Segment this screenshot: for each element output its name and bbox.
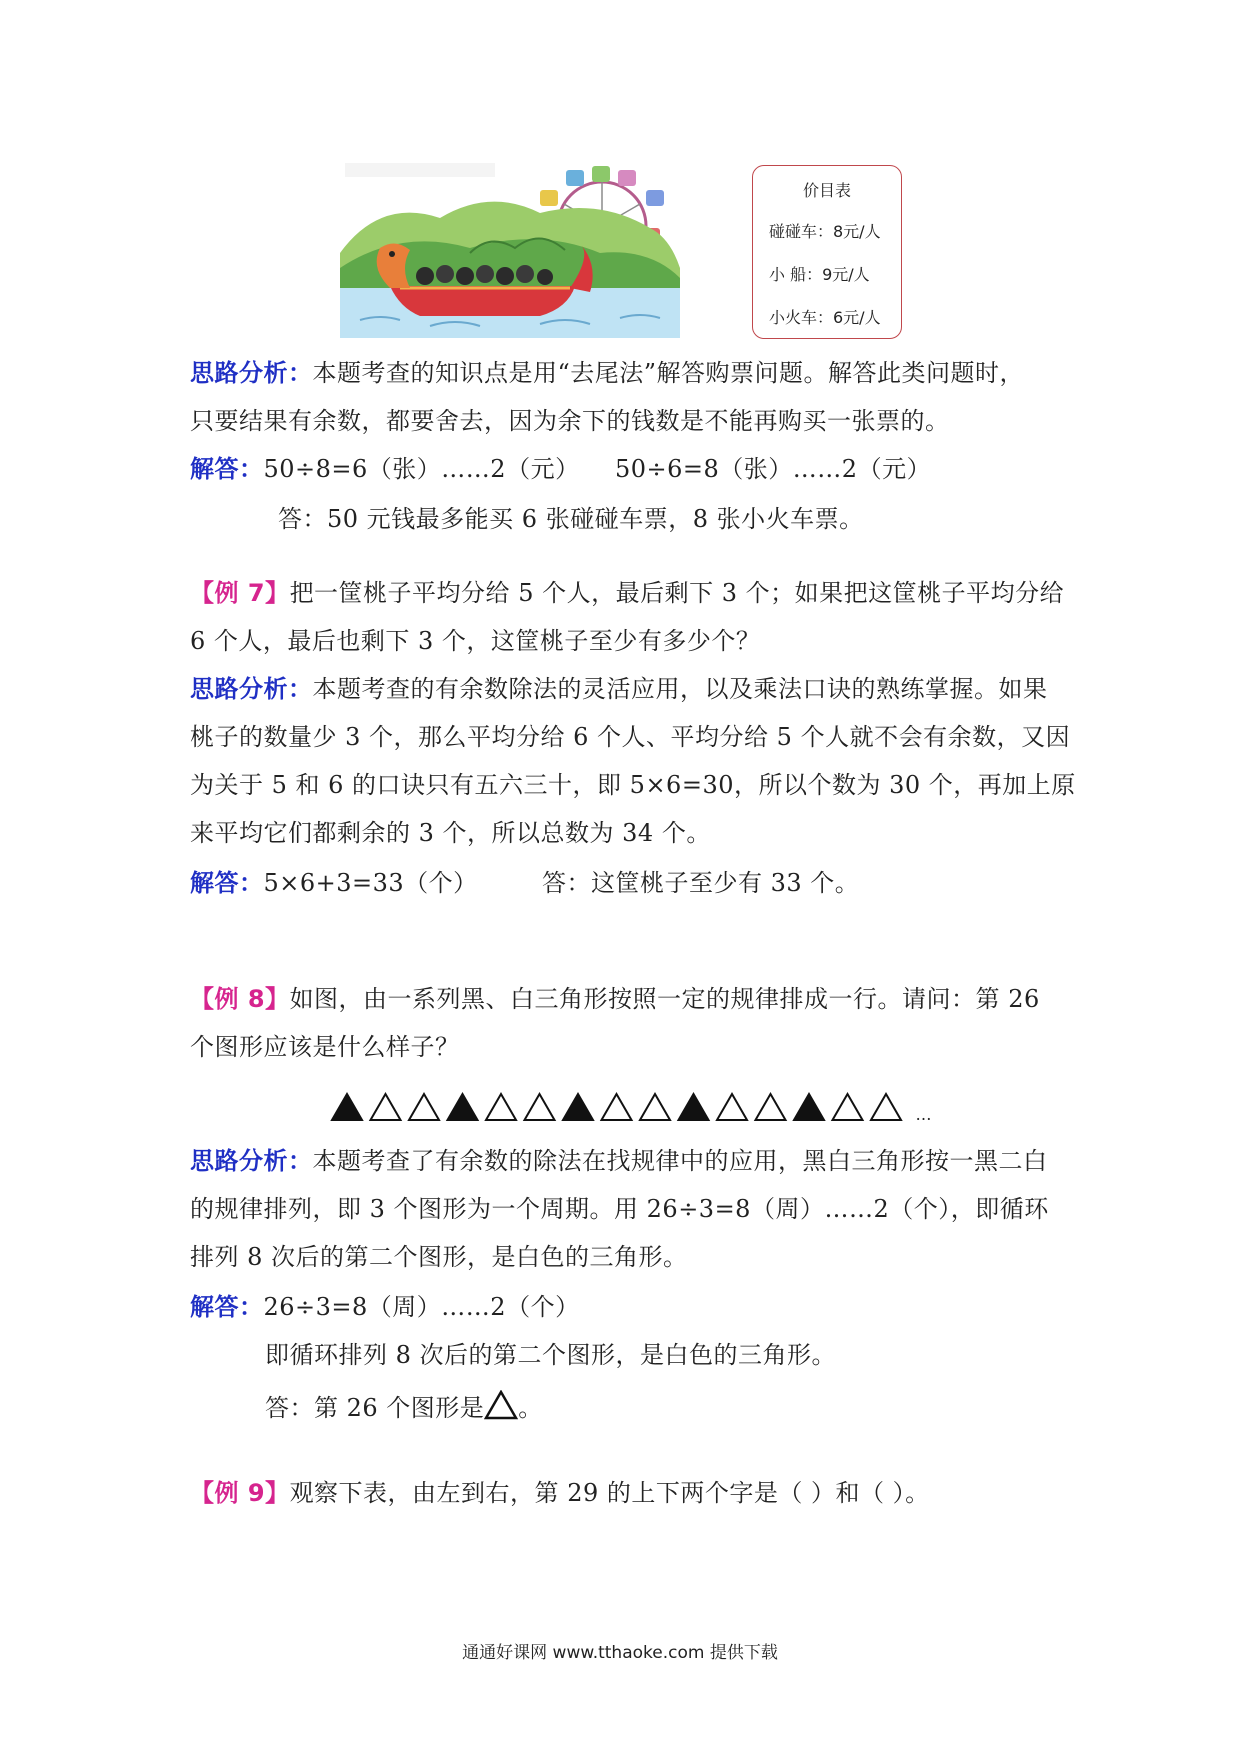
white-triangle-icon (602, 1094, 632, 1120)
ex7-analysis-line-3: 为关于 5 和 6 的口诀只有五六三十，即 5×6=30，所以个数为 30 个，再加上原 (190, 771, 1076, 799)
white-triangle-icon (756, 1094, 786, 1120)
white-triangle-icon (484, 1390, 518, 1420)
ex8-calc: 26÷3=8（周）……2（个） (263, 1293, 580, 1321)
ex7-question-line-1: 【例 7】把一筐桃子平均分给 5 个人，最后剩下 3 个；如果把这筐桃子平均分给 (190, 579, 1065, 607)
price-table (752, 165, 902, 339)
price-row-train: 小火车：6元/人 (769, 308, 881, 327)
ex8-question-line-2: 个图形应该是什么样子？ (190, 1033, 460, 1061)
black-triangle-icon (794, 1094, 824, 1120)
ex7-analysis-line-1: 思路分析：本题考查的有余数除法的灵活应用，以及乘法口诀的熟练掌握。如果 (190, 675, 1048, 703)
ex8-answer-line-2: 即循环排列 8 次后的第二个图形，是白色的三角形。 (265, 1341, 837, 1369)
ex7-tag: 【例 7】 (190, 579, 290, 607)
ex6-calc-1: 50÷8=6（张）……2（元） (263, 455, 580, 483)
ex8-analysis-line-2: 的规律排列，即 3 个图形为一个周期。用 26÷3=8（周）……2（个），即循环 (190, 1195, 1049, 1223)
ex8-final-answer: 答：第 26 个图形是 。 (265, 1390, 1145, 1423)
ex7-analysis-line-2: 桃子的数量少 3 个，那么平均分给 6 个人、平均分给 5 个人就不会有余数，又因 (190, 723, 1071, 751)
ex8-question-line-1: 【例 8】如图，由一系列黑、白三角形按照一定的规律排成一行。请问：第 26 (190, 985, 1040, 1013)
white-triangle-icon (717, 1094, 747, 1120)
ex8-tag: 【例 8】 (190, 985, 290, 1013)
black-triangle-icon (448, 1094, 478, 1120)
ex6-answer-line (190, 454, 1070, 484)
ex8-answer-line (190, 1292, 1070, 1322)
ex7-calc: 5×6+3=33（个） (263, 869, 478, 897)
black-triangle-icon (679, 1094, 709, 1120)
analysis-label: 思路分析： (190, 359, 313, 387)
answer-label: 解答： (190, 455, 264, 483)
price-row-boat: 小 船：9元/人 (769, 265, 870, 284)
white-triangle-icon (525, 1094, 555, 1120)
price-table-title: 价目表 (802, 181, 851, 200)
white-triangle-icon (833, 1094, 863, 1120)
ex7-answer-line (190, 868, 1070, 898)
triangle-sequence (330, 1088, 950, 1128)
ex6-analysis-line-2: 只要结果有余数，都要舍去，因为余下的钱数是不能再购买一张票的。 (190, 407, 950, 435)
ex7-analysis-line-4: 来平均它们都剩余的 3 个，所以总数为 34 个。 (190, 819, 711, 847)
answer-label: 解答： (190, 1293, 264, 1321)
white-triangle-icon (371, 1094, 401, 1120)
ex7-question-line-2: 6 个人，最后也剩下 3 个，这筐桃子至少有多少个？ (190, 627, 761, 655)
analysis-label: 思路分析： (190, 675, 313, 703)
analysis-label: 思路分析： (190, 1147, 313, 1175)
ex7-final-answer: 答：这筐桃子至少有 33 个。 (542, 869, 860, 897)
black-triangle-icon (563, 1094, 593, 1120)
ex6-calc-2: 50÷6=8（张）……2（元） (615, 455, 932, 483)
white-triangle-icon (486, 1094, 516, 1120)
answer-label: 解答： (190, 869, 264, 897)
ex9-tag: 【例 9】 (190, 1479, 290, 1507)
white-triangle-icon (871, 1094, 901, 1120)
ex6-analysis-line-1: 思路分析：本题考查的知识点是用“去尾法”解答购票问题。解答此类问题时， (190, 359, 1025, 387)
white-triangle-icon (640, 1094, 670, 1120)
ex8-analysis-line-1: 思路分析：本题考查了有余数的除法在找规律中的应用，黑白三角形按一黑二白 (190, 1147, 1048, 1175)
price-row-bumper-car: 碰碰车：8元/人 (769, 222, 881, 241)
sequence-ellipsis: … (915, 1105, 932, 1124)
ex6-final-answer: 答：50 元钱最多能买 6 张碰碰车票，8 张小火车票。 (278, 505, 864, 533)
ex8-analysis-line-3: 排列 8 次后的第二个图形，是白色的三角形。 (190, 1243, 688, 1271)
footer: 通通好课网 www.tthaoke.com 提供下载 (462, 1643, 778, 1663)
black-triangle-icon (332, 1094, 362, 1120)
white-triangle-icon (409, 1094, 439, 1120)
dragon-boat-illustration (340, 158, 680, 338)
ex9-question: 【例 9】观察下表，由左到右，第 29 的上下两个字是（ ）和（ ）。 (190, 1479, 930, 1507)
